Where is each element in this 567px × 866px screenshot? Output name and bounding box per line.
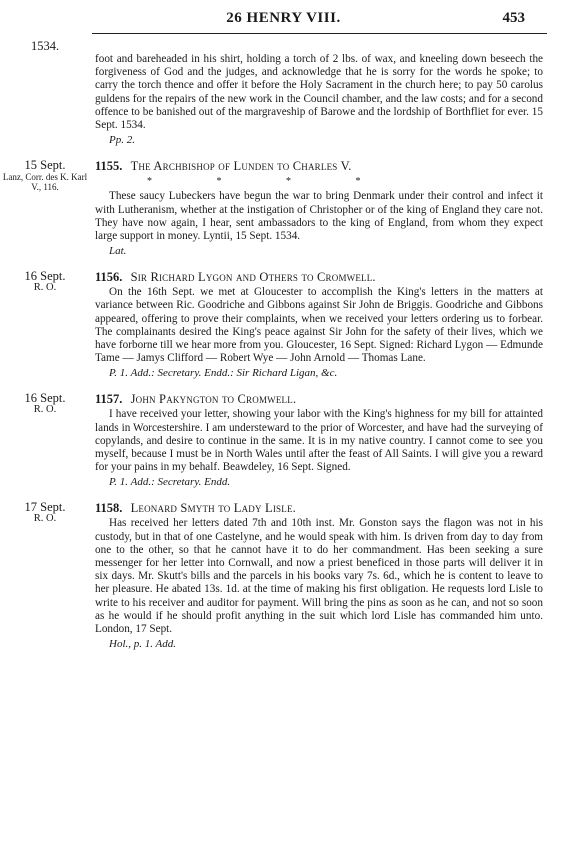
entry-margin <box>0 40 90 53</box>
entry-source: R. O. <box>33 513 57 525</box>
entry-body <box>95 392 543 489</box>
entry-number: 1155. <box>95 159 123 174</box>
entry-1158 <box>0 501 567 651</box>
entry-footnote: Hol., p. 1. Add. <box>109 638 177 651</box>
entry-source: R. O. <box>33 404 57 416</box>
ellipsis-stars: * * * * <box>147 176 361 188</box>
entry-heading <box>95 392 543 407</box>
entry-date: 17 Sept. <box>24 500 66 515</box>
entry-date: 15 Sept. <box>24 158 66 173</box>
entry-body <box>95 159 543 258</box>
entry-body <box>95 501 543 651</box>
entry-1156 <box>0 270 567 380</box>
entry-1155 <box>0 159 567 258</box>
calendar-entries <box>0 38 567 651</box>
entry-body <box>95 270 543 380</box>
entry-text: I have received your letter, showing your labor with the King's highness for my bill for attainted lands in Worcestershire. I am understeward to the prior of Worcester, and have had the surveying of copylands, and desire to continue in the same. It is in my native country. I cannot come to see you myself, because I must be in North Wales until after the feast of All Saints. I will give you a reward for your pains in my behalf. Beawdeley, 16 Sept. Signed. <box>95 408 543 474</box>
entry-margin <box>0 501 90 524</box>
header-rule <box>92 33 547 34</box>
entry-date: 16 Sept. <box>24 269 66 284</box>
running-head: 26 HENRY VIII. <box>226 10 341 26</box>
page-header <box>0 0 567 32</box>
entry-heading <box>95 501 543 516</box>
entry-1157 <box>0 392 567 489</box>
entry-footnote: P. 1. Add.: Secretary. Endd.: Sir Richard Ligan, &c. <box>109 367 338 380</box>
entry-text: On the 16th Sept. we met at Gloucester to accomplish the King's letters in the matters at variance between Ric. Goodriche and Gibbons against Sir John de Briggis. Goodriche and Gibbons appeared, offering to prove their complaints, when we received your letters ordering us to forbear. The complainants desired the King's peace against Sir John for the safety of their lives, which we have forborne till we hear more from you. Gloucester, 16 Sept. Signed: Richard Lygon — Edmunde Tame — Jamys Clifford — Robert Wye — John Arnold — Thomas Lane. <box>95 286 543 365</box>
entry-date: 16 Sept. <box>24 391 66 406</box>
entry-text: These saucy Lubeckers have begun the war to bring Denmark under their control and infect it with Lutheranism, whether at the instigation of Christopher or of the king of England they care not. They have now again, I hear, sent ambassadors to the king of England, from whom they expect large support in money. Lyntii, 15 Sept. 1534. <box>95 190 543 243</box>
entry-number: 1158. <box>95 501 123 516</box>
entry-title: The Archbishop of Lunden to Charles V. <box>130 159 352 174</box>
entry-source: Lanz, Corr. des K. Karl V., 116. <box>2 172 88 193</box>
entry-title: Leonard Smyth to Lady Lisle. <box>130 501 296 516</box>
entry-number: 1157. <box>95 392 123 407</box>
entry-title: John Pakyngton to Cromwell. <box>130 392 297 407</box>
entry-heading <box>95 159 543 174</box>
entry-footnote: P. 1. Add.: Secretary. Endd. <box>109 476 231 489</box>
entry-continuation <box>0 40 567 147</box>
entry-text: Has received her letters dated 7th and 10th inst. Mr. Gonston says the flagon was not in his custody, but in that of one Castelyne, and he would speak with him. Is driven from day to day from one to the other, so that he cannot have it to do her commandment. Has been seeking a sure messenger for her letter into Cornwall, and now a priest beneficed in those parts will deliver it in six days. Mr. Skutt's bills and the parcels in his books vary 7s. 6d., which he is content to leave to her pleasure. He abated 13s. 1d. at the time of making his first obligation. He requests lord Lisle to write to his receiver and auditor for payment. Will bring the pins as soon as he can, and not so soon as he would if he should profit anything in the suit which lord Lisle has commanded him unto. London, 17 Sept. <box>95 517 543 636</box>
entry-heading <box>95 270 543 285</box>
entry-margin <box>0 270 90 293</box>
entry-source: R. O. <box>33 282 57 294</box>
entry-date: 1534. <box>30 39 60 53</box>
entry-margin <box>0 159 90 192</box>
entry-number: 1156. <box>95 270 123 285</box>
entry-text: foot and bareheaded in his shirt, holding a torch of 2 lbs. of wax, and kneeling down beseech the forgiveness of God and the judges, and acknowledge that he is sorry for the words he spoke; to carry the torch thence and offer it before the Holy Sacrament in the church here; to pay 50 carolus guldens for the repairs of the new work in the Council chamber, and the law costs; and for a second offence to be banished out of the margraveship of Barowe and the lordship of Borthfliet for ever. 15 Sept. 1534. <box>95 53 543 132</box>
entry-body <box>95 40 543 147</box>
entry-title: Sir Richard Lygon and Others to Cromwell. <box>130 270 376 285</box>
entry-footnote: Lat. <box>109 245 127 258</box>
entry-footnote: Pp. 2. <box>109 134 135 147</box>
entry-margin <box>0 392 90 415</box>
page-number: 453 <box>502 10 525 26</box>
